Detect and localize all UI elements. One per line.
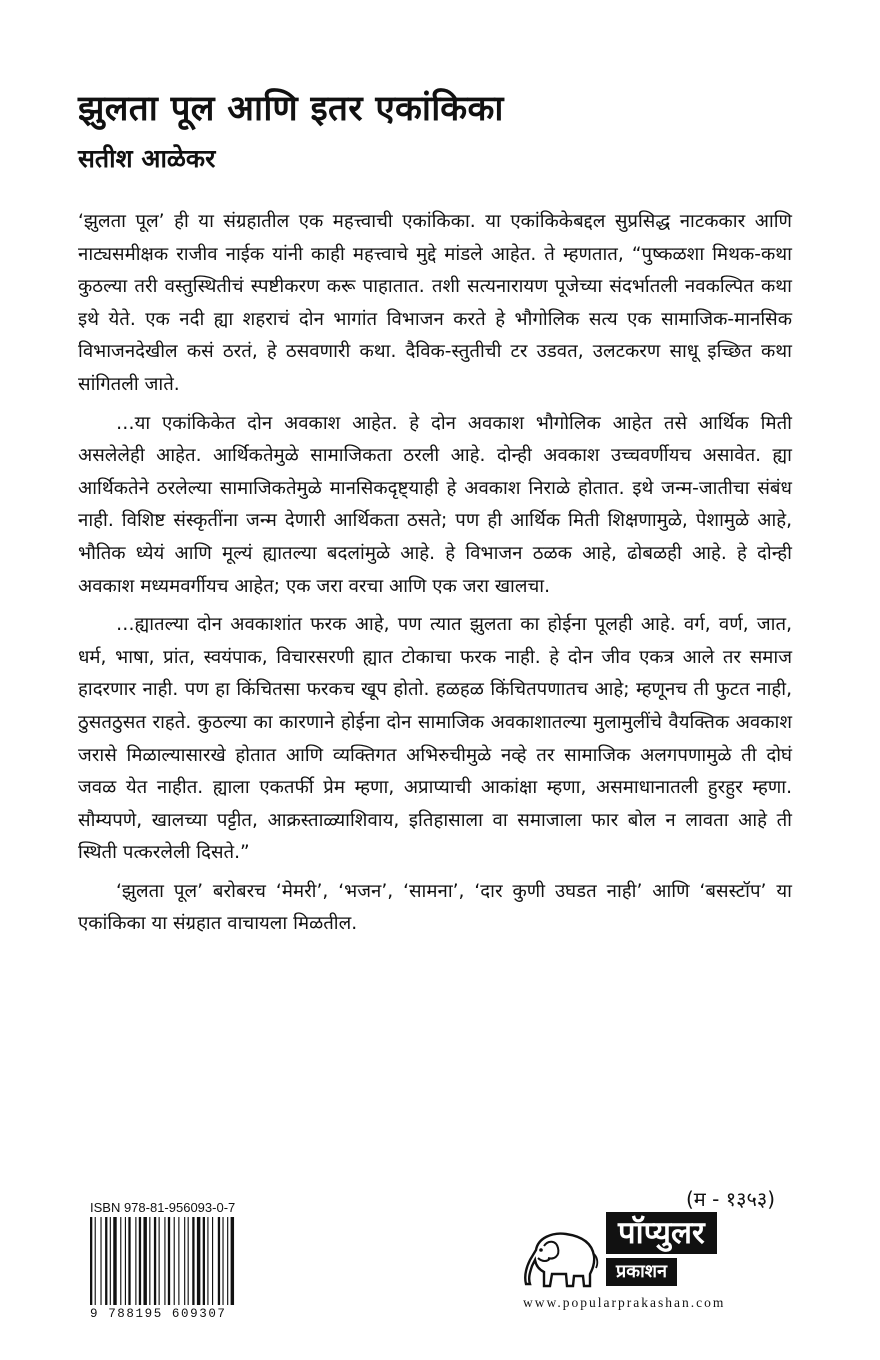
blurb-paragraph-2: …या एकांकिकेत दोन अवकाश आहेत. हे दोन अवकाश भौगोलिक आहेत तसे आर्थिक मिती असलेलेही आहेत. आर्थिकतेमुळे सामाजिकता ठरली आहे. दोन्ही अवकाश उच्चवर्णीयच असावेत. ह्या आर्थिकतेने ठरलेल्या सामाजिकतेमुळे मानसिकदृष्ट्याही हे अवकाश निराळे होतात. इथे जन्म-जातीचा संबंध नाही. विशिष्ट संस्कृतींना जन्म देणारी आर्थिकता ठसते; पण ही आर्थिक मिती शिक्षणामुळे, पेशामुळे आहे, भौतिक ध्येयं आणि मूल्यं ह्यातल्या बदलांमुळे आहे. हे विभाजन ठळक आहे, ढोबळही आहे. हे दोन्ही अवकाश मध्यमवर्गीयच आहेत; एक जरा वरचा आणि एक जरा खालचा. [78,412,792,597]
publisher-website: www.popularprakashan.com [523,1295,726,1310]
barcode-digits: 9 788195 609307 [90,1307,227,1321]
publisher-logo-sub: प्रकाशन [606,1258,677,1286]
blurb-paragraph-3: …ह्यातल्या दोन अवकाशांत फरक आहे, पण त्यात झुलता का होईना पूलही आहे. वर्ग, वर्ण, जात, धर्म, भाषा, प्रांत, स्वयंपाक, विचारसरणी ह्यात टोकाचा फरक नाही. हे दोन जीव एकत्र आले तर समाज हादरणार नाही. पण हा किंचितसा फरकच खूप होतो. हळहळ किंचितपणातच आहे; म्हणूनच ती फुटत नाही, ठुसतठुसत राहते. कुठल्या का कारणाने होईना दोन सामाजिक अवकाशातल्या मुलामुलींचे वैयक्तिक अवकाश जरासे मिळाल्यासारखे होतात आणि व्यक्तिगत अभिरुचीमुळे नव्हे तर सामाजिक अलगपणामुळे ती दोघं जवळ येत नाहीत. ह्याला एकतर्फी प्रेम म्हणा, अप्राप्याची आकांक्षा म्हणा, असमाधानातली हुरहुर म्हणा. सौम्यपणे, खालच्या पट्टीत, आक्रस्ताळ्याशिवाय, इतिहासाला वा समाजाला फार बोल न लावता आहे ती स्थिती पत्करलेली दिसते.” [78,614,792,864]
blurb-paragraph-4: ‘झुलता पूल’ बरोबरच ‘मेमरी’, ‘भजन’, ‘सामना’, ‘दार कुणी उघडत नाही’ आणि ‘बसस्टॉप’ या एकांकिका या संग्रहात वाचायला मिळतील. [78,880,792,935]
blurb-paragraph-1: ‘झुलता पूल’ ही या संग्रहातील एक महत्त्वाची एकांकिका. या एकांकिकेबद्दल सुप्रसिद्ध नाटककार आणि नाट्यसमीक्षक राजीव नाईक यांनी काही महत्त्वाचे मुद्दे मांडले आहेत. ते म्हणतात, “पुष्कळशा मिथक-कथा कुठल्या तरी वस्तुस्थितीचं स्पष्टीकरण करू पाहातात. तशी सत्यनारायण पूजेच्या संदर्भातली नवकल्पित कथा इथे येते. एक नदी ह्या शहराचं दोन भागांत विभाजन करते हे भौगोलिक सत्य एक सामाजिक-मानसिक विभाजनदेखील कसं ठरतं, हे ठसवणारी कथा. दैविक-स्तुतीची टर उडवत, उलटकरण साधू इच्छित कथा सांगितली जाते. [78,211,792,395]
book-title: झुलता पूल आणि इतर एकांकिका [78,89,504,129]
elephant-logo-icon [522,1228,600,1292]
barcode-image [88,1217,250,1305]
book-author: सतीश आळेकर [78,144,216,173]
publisher-logo-name: पॉप्युलर [606,1212,717,1254]
barcode-bars [88,1217,250,1305]
isbn-label: ISBN 978-81-956093-0-7 [90,1200,236,1215]
catalog-code: (म - १३५३) [686,1187,776,1211]
back-cover-blurb [78,206,792,947]
